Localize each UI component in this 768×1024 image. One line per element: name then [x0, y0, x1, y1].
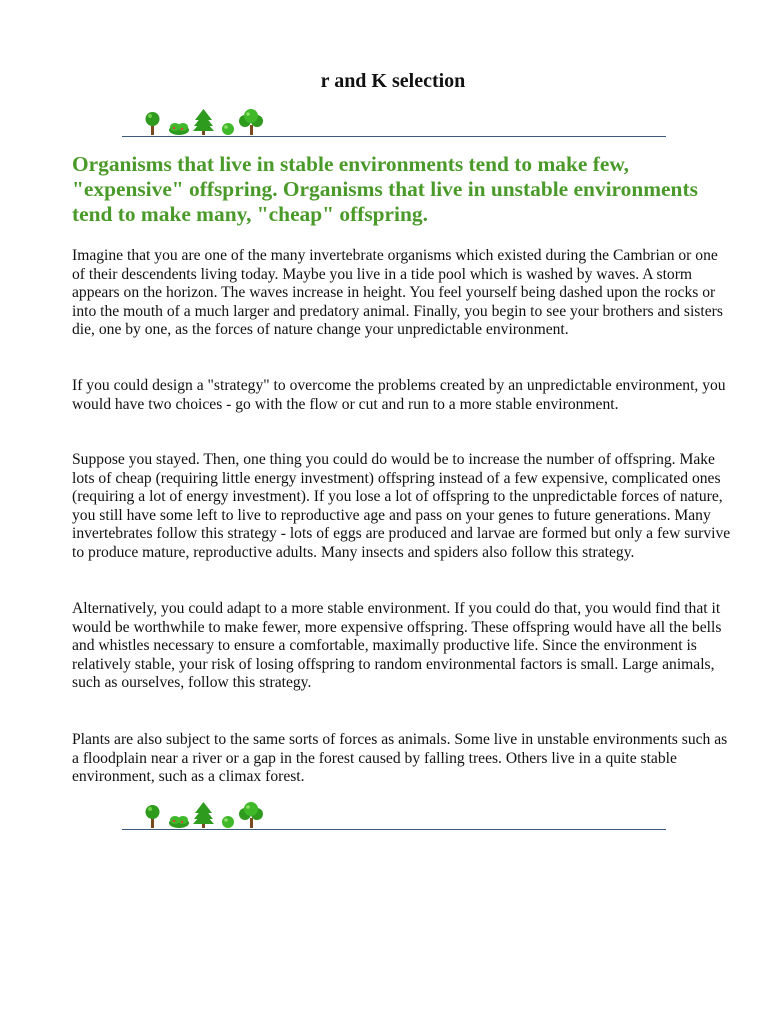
- paragraph-2: If you could design a "strategy" to overcome the problems created by an unpredictable environment, you would have two choices - go with the flow or cut and run to a more stable environment.: [72, 377, 726, 413]
- tree-divider-bottom: [122, 800, 666, 830]
- tree-row-icon: [144, 108, 274, 136]
- paragraph-3: Suppose you stayed. Then, one thing you could do would be to increase the number of offspring. Make lots of cheap (requiring little energy investment) offspring instead of a few expensive, complicated ones (requiring a lot of energy investment). If you lose a lot of offspring to the unpredictable forces of nature, you still have some left to live to reproductive age and pass on your genes to future generations. Many invertebrates follow this strategy - lots of eggs are produced and larvae are formed but only a few survive to produce mature, reproductive adults. Many insects and spiders also follow this strategy.: [72, 451, 731, 561]
- page-title: r and K selection: [320, 70, 466, 92]
- tree-row-icon: [144, 801, 274, 829]
- paragraph-5: Plants are also subject to the same sorts of forces as animals. Some live in unstable environments such as a floodplain near a river or a gap in the forest caused by falling trees. Others live in a quite stable environment, such as a climax forest.: [72, 731, 728, 786]
- divider-rule: [122, 136, 666, 137]
- lead-statement: Organisms that live in stable environments tend to make few, "expensive" offspring. Organisms that live in unstable environments tend to make many, "cheap" offspring.: [72, 152, 698, 226]
- divider-rule: [122, 829, 666, 830]
- tree-divider-top: [122, 107, 666, 137]
- paragraph-1: Imagine that you are one of the many invertebrate organisms which existed during the Cambrian or one of their descendents living today. Maybe you live in a tide pool which is washed by waves. A storm appears on the horizon. The waves increase in height. You feel yourself being dashed upon the rocks or into the mouth of a much larger and predatory animal. Finally, you begin to see your brothers and sisters die, one by one, as the forces of nature change your unpredictable environment.: [72, 247, 723, 339]
- paragraph-4: Alternatively, you could adapt to a more stable environment. If you could do that, you would find that it would be worthwhile to make fewer, more expensive offspring. These offspring would have all the bells and whistles necessary to ensure a comfortable, maximally productive life. Since the environment is relatively stable, your risk of losing offspring to random environmental factors is small. Large animals, such as ourselves, follow this strategy.: [72, 600, 722, 692]
